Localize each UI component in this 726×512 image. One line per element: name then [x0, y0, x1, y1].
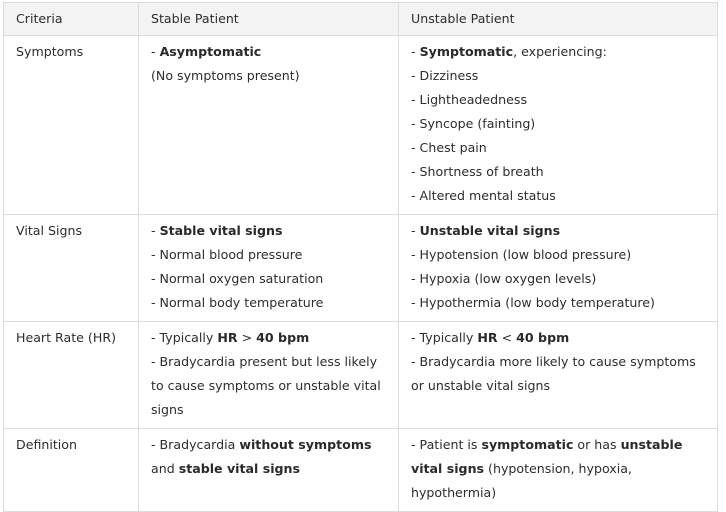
stable-symptoms-line-1: - Asymptomatic — [151, 44, 262, 59]
stable-symptoms-line-2: (No symptoms present) — [151, 68, 300, 83]
comparison-table — [3, 2, 718, 512]
stable-cell-vital-signs — [139, 215, 399, 322]
comparison-table-container — [3, 2, 718, 512]
stable-vitals-line-4: - Normal body temperature — [151, 295, 324, 310]
unstable-cell-heart-rate — [399, 322, 718, 429]
table-row-vital-signs — [4, 215, 718, 322]
criteria-cell-definition: Definition — [4, 429, 139, 512]
table-row-heart-rate — [4, 322, 718, 429]
stable-cell-definition — [139, 429, 399, 512]
unstable-symptoms-line-3: - Lightheadedness — [411, 92, 528, 107]
header-row — [4, 3, 718, 36]
criteria-cell-symptoms: Symptoms — [4, 36, 139, 215]
header-criteria: Criteria — [4, 3, 139, 36]
unstable-symptoms-line-7: - Altered mental status — [411, 188, 556, 203]
table-row-symptoms — [4, 36, 718, 215]
unstable-symptoms-line-2: - Dizziness — [411, 68, 479, 83]
table-header — [4, 3, 718, 36]
stable-vitals-line-1: - Stable vital signs — [151, 223, 283, 238]
unstable-vitals-line-2: - Hypotension (low blood pressure) — [411, 247, 632, 262]
unstable-cell-definition — [399, 429, 718, 512]
stable-hr-line-1: - Typically HR > 40 bpm — [151, 330, 310, 345]
unstable-vitals-line-1: - Unstable vital signs — [411, 223, 561, 238]
criteria-cell-vital-signs: Vital Signs — [4, 215, 139, 322]
unstable-symptoms-line-6: - Shortness of breath — [411, 164, 544, 179]
stable-vitals-line-3: - Normal oxygen saturation — [151, 271, 324, 286]
stable-cell-heart-rate — [139, 322, 399, 429]
header-unstable-patient: Unstable Patient — [399, 3, 718, 36]
criteria-cell-heart-rate: Heart Rate (HR) — [4, 322, 139, 429]
header-stable-patient: Stable Patient — [139, 3, 399, 36]
stable-hr-line-2: - Bradycardia present but less likely to cause symptoms or unstable vital signs — [151, 354, 381, 417]
unstable-cell-symptoms — [399, 36, 718, 215]
unstable-vitals-line-3: - Hypoxia (low oxygen levels) — [411, 271, 597, 286]
unstable-symptoms-line-1: - Symptomatic, experiencing: — [411, 44, 607, 59]
unstable-cell-vital-signs — [399, 215, 718, 322]
stable-vitals-line-2: - Normal blood pressure — [151, 247, 303, 262]
table-row-definition — [4, 429, 718, 512]
table-body — [4, 36, 718, 512]
unstable-hr-line-2: - Bradycardia more likely to cause symptoms or unstable vital signs — [411, 354, 696, 393]
stable-cell-symptoms — [139, 36, 399, 215]
unstable-symptoms-line-4: - Syncope (fainting) — [411, 116, 536, 131]
unstable-vitals-line-4: - Hypothermia (low body temperature) — [411, 295, 655, 310]
unstable-symptoms-line-5: - Chest pain — [411, 140, 487, 155]
stable-definition-text: - Bradycardia without symptoms and stable vital signs — [151, 437, 372, 476]
unstable-definition-text: - Patient is symptomatic or has unstable vital signs (hypotension, hypoxia, hypothermia) — [411, 437, 683, 500]
unstable-hr-line-1: - Typically HR < 40 bpm — [411, 330, 570, 345]
